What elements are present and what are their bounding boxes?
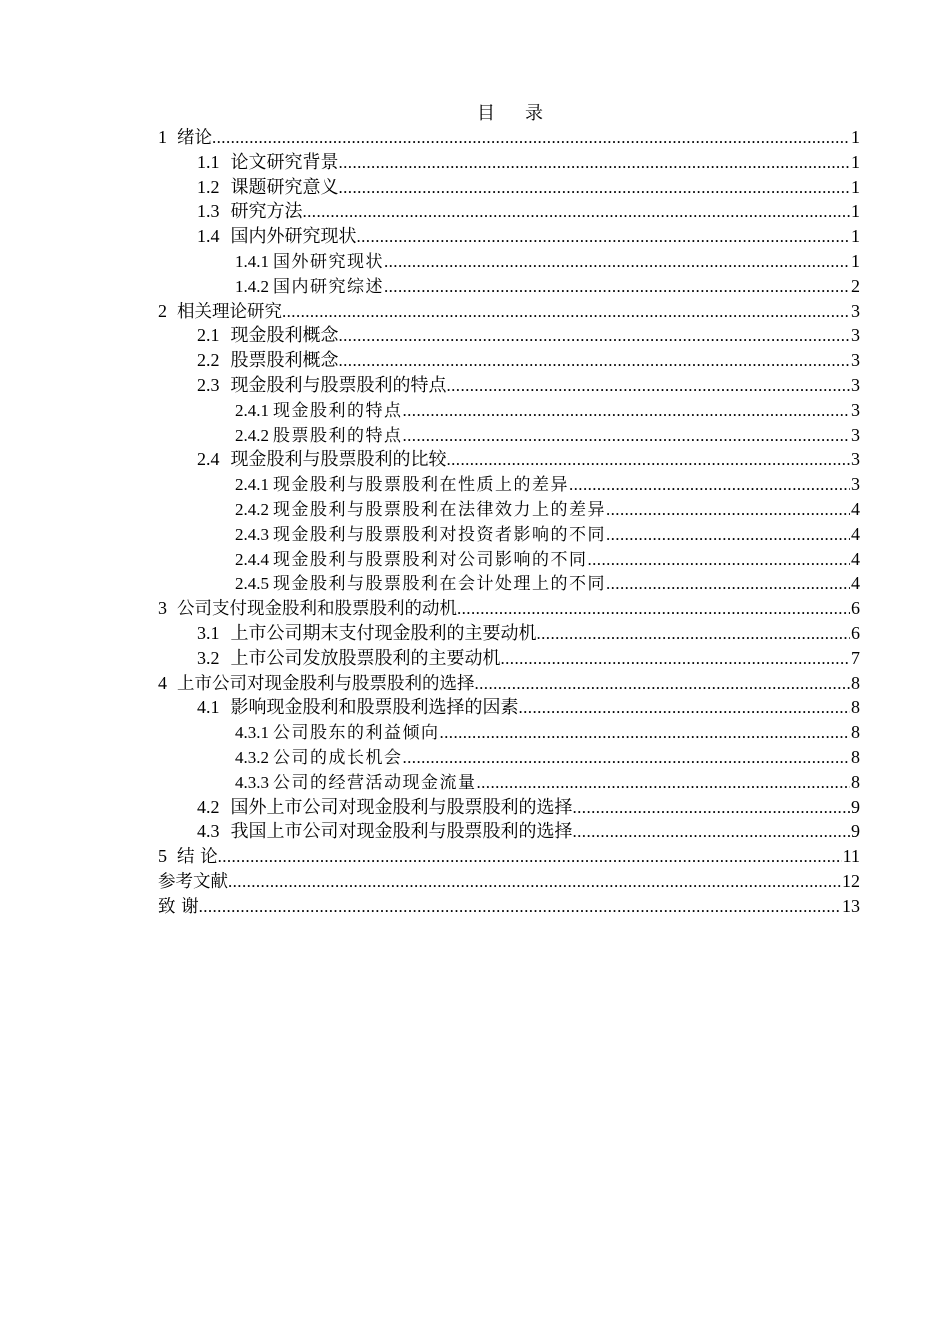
toc-entry-title: 国外上市公司对现金股利与股票股利的选择 — [230, 796, 573, 817]
toc-leader-dots — [457, 597, 850, 622]
toc-entry-number: 1.1 — [197, 151, 220, 172]
toc-entry[interactable] — [158, 571, 860, 596]
toc-entry-page: 3 — [851, 300, 860, 321]
toc-entry-number: 4 — [158, 672, 167, 693]
toc-entry-page: 1 — [851, 226, 860, 247]
toc-leader-dots — [606, 572, 850, 597]
toc-entry-title: 公司的成长机会 — [273, 747, 403, 767]
toc-leader-dots — [588, 548, 851, 573]
toc-entry-number: 4.1 — [197, 697, 220, 718]
toc-leader-dots — [384, 250, 850, 275]
toc-leader-dots — [573, 796, 851, 821]
toc-entry-number: 3 — [158, 598, 167, 619]
toc-leader-dots — [339, 324, 851, 349]
toc-entry[interactable] — [158, 844, 860, 869]
toc-entry-title: 国内研究综述 — [273, 276, 384, 296]
toc-title-right: 录 — [525, 103, 543, 123]
toc-entry-page: 3 — [851, 325, 860, 346]
toc-entry-page: 3 — [851, 350, 860, 371]
toc-entry-page: 4 — [851, 498, 860, 519]
toc-entry[interactable] — [158, 646, 860, 671]
toc-entry-number: 2.4.1 — [235, 475, 269, 495]
toc-entry-title: 论文研究背景 — [230, 151, 339, 172]
toc-entry-number: 4.3.2 — [235, 747, 269, 767]
table-of-contents — [158, 125, 860, 919]
toc-entry[interactable] — [158, 423, 860, 448]
toc-leader-dots — [339, 151, 851, 176]
toc-entry-number: 1.3 — [197, 201, 220, 222]
toc-leader-dots — [477, 771, 851, 796]
toc-leader-dots — [403, 424, 851, 449]
toc-entry[interactable] — [158, 522, 860, 547]
toc-entry-page: 6 — [851, 598, 860, 619]
toc-entry-number: 4.3.1 — [235, 723, 269, 743]
toc-leader-dots — [519, 696, 851, 721]
toc-leader-dots — [606, 498, 850, 523]
toc-entry[interactable] — [158, 323, 860, 348]
toc-leader-dots — [501, 647, 851, 672]
toc-leader-dots — [339, 349, 851, 374]
toc-entry-number: 2.4.3 — [235, 524, 269, 544]
toc-entry-number: 2.4.4 — [235, 549, 269, 569]
toc-leader-dots — [447, 448, 851, 473]
toc-entry-page: 1 — [851, 201, 860, 222]
toc-leader-dots — [303, 200, 851, 225]
toc-entry-number: 3.2 — [197, 647, 220, 668]
toc-entry-number: 2.4.5 — [235, 574, 269, 594]
toc-entry-title: 上市公司对现金股利与股票股利的选择 — [177, 673, 475, 694]
toc-entry-title: 参考文献 — [158, 871, 228, 892]
toc-leader-dots — [212, 126, 850, 151]
toc-entry-page: 7 — [851, 647, 860, 668]
toc-entry-number: 2.2 — [197, 350, 220, 371]
toc-entry-title: 国外研究现状 — [273, 251, 384, 271]
toc-entry-page: 3 — [851, 474, 860, 495]
toc-entry-page: 8 — [851, 746, 860, 767]
toc-entry-number: 1.2 — [197, 176, 220, 197]
toc-entry-title: 上市公司发放股票股利的主要动机 — [230, 647, 501, 668]
toc-entry[interactable] — [158, 224, 860, 249]
toc-entry-number: 2.4 — [197, 449, 220, 470]
toc-entry-title: 国内外研究现状 — [230, 226, 357, 247]
toc-entry[interactable] — [158, 720, 860, 745]
toc-entry-page: 3 — [851, 449, 860, 470]
toc-entry[interactable] — [158, 671, 860, 696]
toc-entry[interactable] — [158, 125, 860, 150]
toc-entry-page: 1 — [851, 250, 860, 271]
toc-leader-dots — [199, 895, 841, 920]
toc-entry-page: 9 — [851, 796, 860, 817]
toc-leader-dots — [228, 870, 841, 895]
toc-entry-page: 3 — [851, 399, 860, 420]
toc-leader-dots — [384, 275, 850, 300]
toc-entry[interactable] — [158, 299, 860, 324]
toc-entry-number: 2.4.1 — [235, 400, 269, 420]
toc-entry[interactable] — [158, 695, 860, 720]
toc-entry-title: 现金股利与股票股利在性质上的差异 — [273, 475, 569, 495]
toc-entry-title: 现金股利与股票股利的特点 — [230, 374, 447, 395]
toc-entry-title: 股票股利的特点 — [273, 425, 403, 445]
toc-entry[interactable] — [158, 472, 860, 497]
toc-entry-title: 现金股利与股票股利在会计处理上的不同 — [273, 574, 606, 594]
toc-leader-dots — [537, 622, 851, 647]
toc-leader-dots — [218, 845, 842, 870]
toc-entry-page: 13 — [842, 895, 860, 916]
toc-entry-page: 8 — [851, 697, 860, 718]
toc-entry[interactable] — [158, 199, 860, 224]
toc-entry-title: 结 论 — [177, 847, 218, 868]
toc-leader-dots — [606, 523, 850, 548]
toc-entry[interactable] — [158, 894, 860, 919]
toc-leader-dots — [357, 225, 851, 250]
toc-entry-page: 1 — [851, 151, 860, 172]
toc-leader-dots — [475, 672, 851, 697]
toc-entry-page: 3 — [851, 424, 860, 445]
toc-entry[interactable] — [158, 150, 860, 175]
toc-entry[interactable] — [158, 447, 860, 472]
toc-entry-page: 1 — [851, 127, 860, 147]
toc-entry-title: 股票股利概念 — [230, 350, 339, 371]
toc-entry-page: 3 — [851, 374, 860, 395]
toc-entry-number: 2.3 — [197, 374, 220, 395]
toc-entry[interactable] — [158, 249, 860, 274]
toc-entry[interactable] — [158, 274, 860, 299]
toc-entry-title: 相关理论研究 — [177, 301, 282, 322]
toc-entry-title: 上市公司期末支付现金股利的主要动机 — [230, 622, 537, 643]
toc-entry[interactable] — [158, 398, 860, 423]
toc-entry[interactable] — [158, 348, 860, 373]
toc-entry-number: 1.4.1 — [235, 251, 269, 271]
toc-entry-title: 致 谢 — [158, 896, 199, 917]
toc-leader-dots — [573, 820, 851, 845]
toc-title-left: 目 — [477, 103, 495, 123]
toc-entry-title: 公司股东的利益倾向 — [273, 723, 440, 743]
toc-entry-page: 6 — [851, 622, 860, 643]
toc-entry-number: 2 — [158, 300, 167, 321]
toc-entry-title: 影响现金股利和股票股利选择的因素 — [230, 697, 519, 718]
toc-entry-title: 现金股利与股票股利的比较 — [230, 449, 447, 470]
toc-entry-title: 课题研究意义 — [230, 176, 339, 197]
toc-entry-title: 现金股利与股票股利对投资者影响的不同 — [273, 524, 606, 544]
toc-entry-number: 1.4.2 — [235, 276, 269, 296]
toc-entry-number: 3.1 — [197, 622, 220, 643]
toc-leader-dots — [403, 746, 851, 771]
toc-entry-page: 4 — [851, 523, 860, 544]
toc-entry-page: 8 — [851, 771, 860, 792]
toc-entry-page: 12 — [842, 870, 860, 891]
toc-entry-page: 4 — [851, 573, 860, 594]
toc-entry-number: 5 — [158, 846, 167, 867]
toc-entry-page: 8 — [851, 672, 860, 693]
toc-leader-dots — [440, 721, 851, 746]
toc-entry-number: 2.4.2 — [235, 425, 269, 445]
toc-entry[interactable] — [158, 373, 860, 398]
toc-entry-title: 绪论 — [177, 128, 212, 148]
toc-entry-title: 研究方法 — [230, 201, 303, 222]
toc-entry[interactable] — [158, 547, 860, 572]
toc-entry-page: 2 — [851, 275, 860, 296]
toc-entry-page: 8 — [851, 722, 860, 743]
toc-entry[interactable] — [158, 869, 860, 894]
toc-entry-title: 我国上市公司对现金股利与股票股利的选择 — [230, 821, 573, 842]
toc-entry-page: 9 — [851, 821, 860, 842]
toc-leader-dots — [403, 399, 851, 424]
toc-entry-page: 4 — [851, 548, 860, 569]
toc-entry-title: 现金股利的特点 — [273, 400, 403, 420]
toc-entry-number: 1.4 — [197, 226, 220, 247]
toc-leader-dots — [569, 473, 850, 498]
toc-entry-number: 2.1 — [197, 325, 220, 346]
toc-entry-title: 公司支付现金股利和股票股利的动机 — [177, 599, 457, 620]
toc-leader-dots — [282, 300, 850, 325]
toc-entry[interactable] — [158, 497, 860, 522]
toc-entry-title: 现金股利概念 — [230, 325, 339, 346]
toc-entry[interactable] — [158, 795, 860, 820]
toc-leader-dots — [339, 176, 851, 201]
toc-entry-number: 1 — [158, 127, 167, 147]
toc-entry-title: 公司的经营活动现金流量 — [273, 772, 477, 792]
toc-entry-title: 现金股利与股票股利对公司影响的不同 — [273, 549, 588, 569]
toc-title — [0, 101, 950, 125]
toc-entry-number: 4.3.3 — [235, 772, 269, 792]
toc-entry-number: 4.2 — [197, 796, 220, 817]
toc-entry-number: 2.4.2 — [235, 499, 269, 519]
toc-entry-title: 现金股利与股票股利在法律效力上的差异 — [273, 499, 606, 519]
toc-entry-page: 11 — [842, 846, 860, 867]
toc-entry[interactable] — [158, 596, 860, 621]
toc-entry-page: 1 — [851, 176, 860, 197]
toc-leader-dots — [447, 374, 851, 399]
toc-entry-number: 4.3 — [197, 821, 220, 842]
toc-entry[interactable] — [158, 621, 860, 646]
toc-entry[interactable] — [158, 175, 860, 200]
toc-entry[interactable] — [158, 745, 860, 770]
toc-entry[interactable] — [158, 770, 860, 795]
toc-entry[interactable] — [158, 819, 860, 844]
